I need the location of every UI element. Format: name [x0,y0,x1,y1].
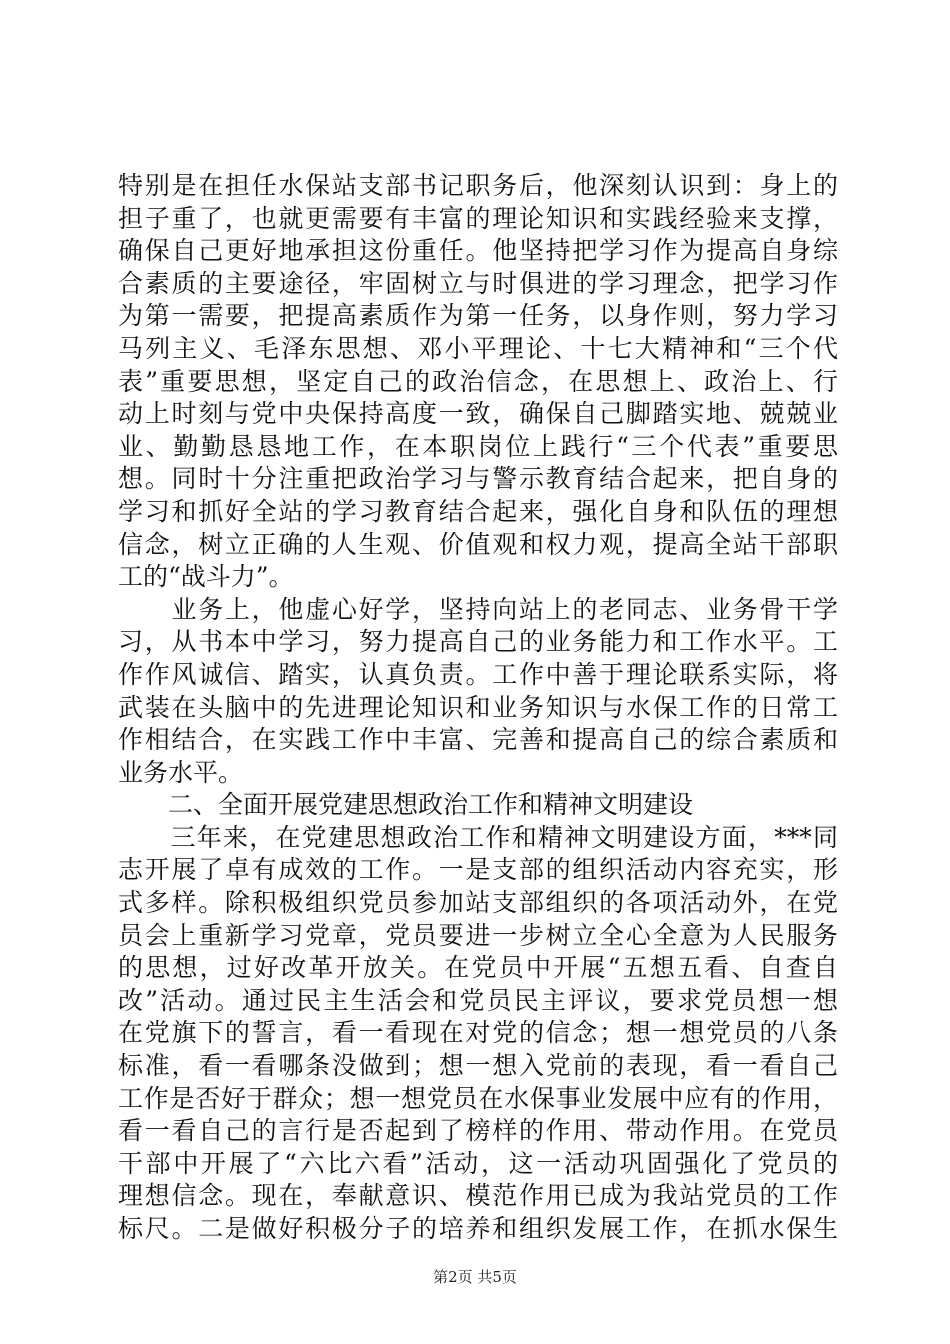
text-line: 学习和抓好全站的学习教育结合起来，强化自身和队伍的理想 [118,496,838,526]
text-line: 看一看自己的言行是否起到了榜样的作用、带动作用。在党员 [118,1116,838,1146]
text-line: 工作是否好于群众；想一想党员在水保事业发展中应有的作用， [118,1083,838,1113]
page-footer: 第2页 共5页 [433,1268,517,1286]
text-line: 在党旗下的誓言，看一看现在对党的信念；想一想党员的八条 [118,1018,838,1048]
text-line: 三年来，在党建思想政治工作和精神文明建设方面，***同 [118,822,838,852]
text-line: 式多样。除积极组织党员参加站支部组织的各项活动外，在党 [118,888,838,918]
text-line: 马列主义、毛泽东思想、邓小平理论、十七大精神和“三个代 [118,333,838,363]
text-line: 想。同时十分注重把政治学习与警示教育结合起来，把自身的 [118,464,838,494]
text-line: 为第一需要，把提高素质作为第一任务，以身作则，努力学习 [118,301,838,331]
text-line: 确保自己更好地承担这份重任。他坚持把学习作为提高自身综 [118,236,838,266]
text-line: 担子重了，也就更需要有丰富的理论知识和实践经验来支撑， [118,203,838,233]
text-line: 业务水平。 [118,757,244,787]
text-line: 改”活动。通过民主生活会和党员民主评议，要求党员想一想 [118,985,838,1015]
text-line: 动上时刻与党中央保持高度一致，确保自己脚踏实地、兢兢业 [118,399,838,429]
text-line: 特别是在担任水保站支部书记职务后，他深刻认识到：身上的 [118,171,838,200]
text-line: 员会上重新学习党章，党员要进一步树立全心全意为人民服务 [118,920,838,950]
text-line: 武装在头脑中的先进理论知识和业务知识与水保工作的日常工 [118,692,838,722]
text-line: 的思想，过好改革开放关。在党员中开展“五想五看、自查自 [118,953,838,983]
text-line: 信念，树立正确的人生观、价值观和权力观，提高全站干部职 [118,529,838,559]
text-line: 干部中开展了“六比六看”活动，这一活动巩固强化了党员的 [118,1148,838,1178]
text-line: 工的“战斗力”。 [118,562,294,592]
document-body [118,170,838,1246]
text-line: 作相结合，在实践工作中丰富、完善和提高自己的综合素质和 [118,725,838,755]
text-line: 习，从书本中学习，努力提高自己的业务能力和工作水平。工 [118,627,838,657]
text-line: 表”重要思想，坚定自己的政治信念，在思想上、政治上、行 [118,366,838,396]
text-line: 理想信念。现在，奉献意识、模范作用已成为我站党员的工作 [118,1181,838,1211]
text-line: 志开展了卓有成效的工作。一是支部的组织活动内容充实，形 [118,855,838,885]
text-line: 标尺。二是做好积极分子的培养和组织发展工作，在抓水保生 [118,1214,838,1243]
text-line: 业务上，他虚心好学，坚持向站上的老同志、业务骨干学 [118,594,838,624]
text-line: 作作风诚信、踏实，认真负责。工作中善于理论联系实际，将 [118,659,838,689]
text-line: 标准，看一看哪条没做到；想一想入党前的表现，看一看自己 [118,1051,838,1081]
text-line: 合素质的主要途径，牢固树立与时俱进的学习理念，把学习作 [118,268,838,298]
text-line: 业、勤勤恳恳地工作，在本职岗位上践行“三个代表”重要思 [118,431,838,461]
text-line: 二、全面开展党建思想政治工作和精神文明建设 [118,790,694,820]
